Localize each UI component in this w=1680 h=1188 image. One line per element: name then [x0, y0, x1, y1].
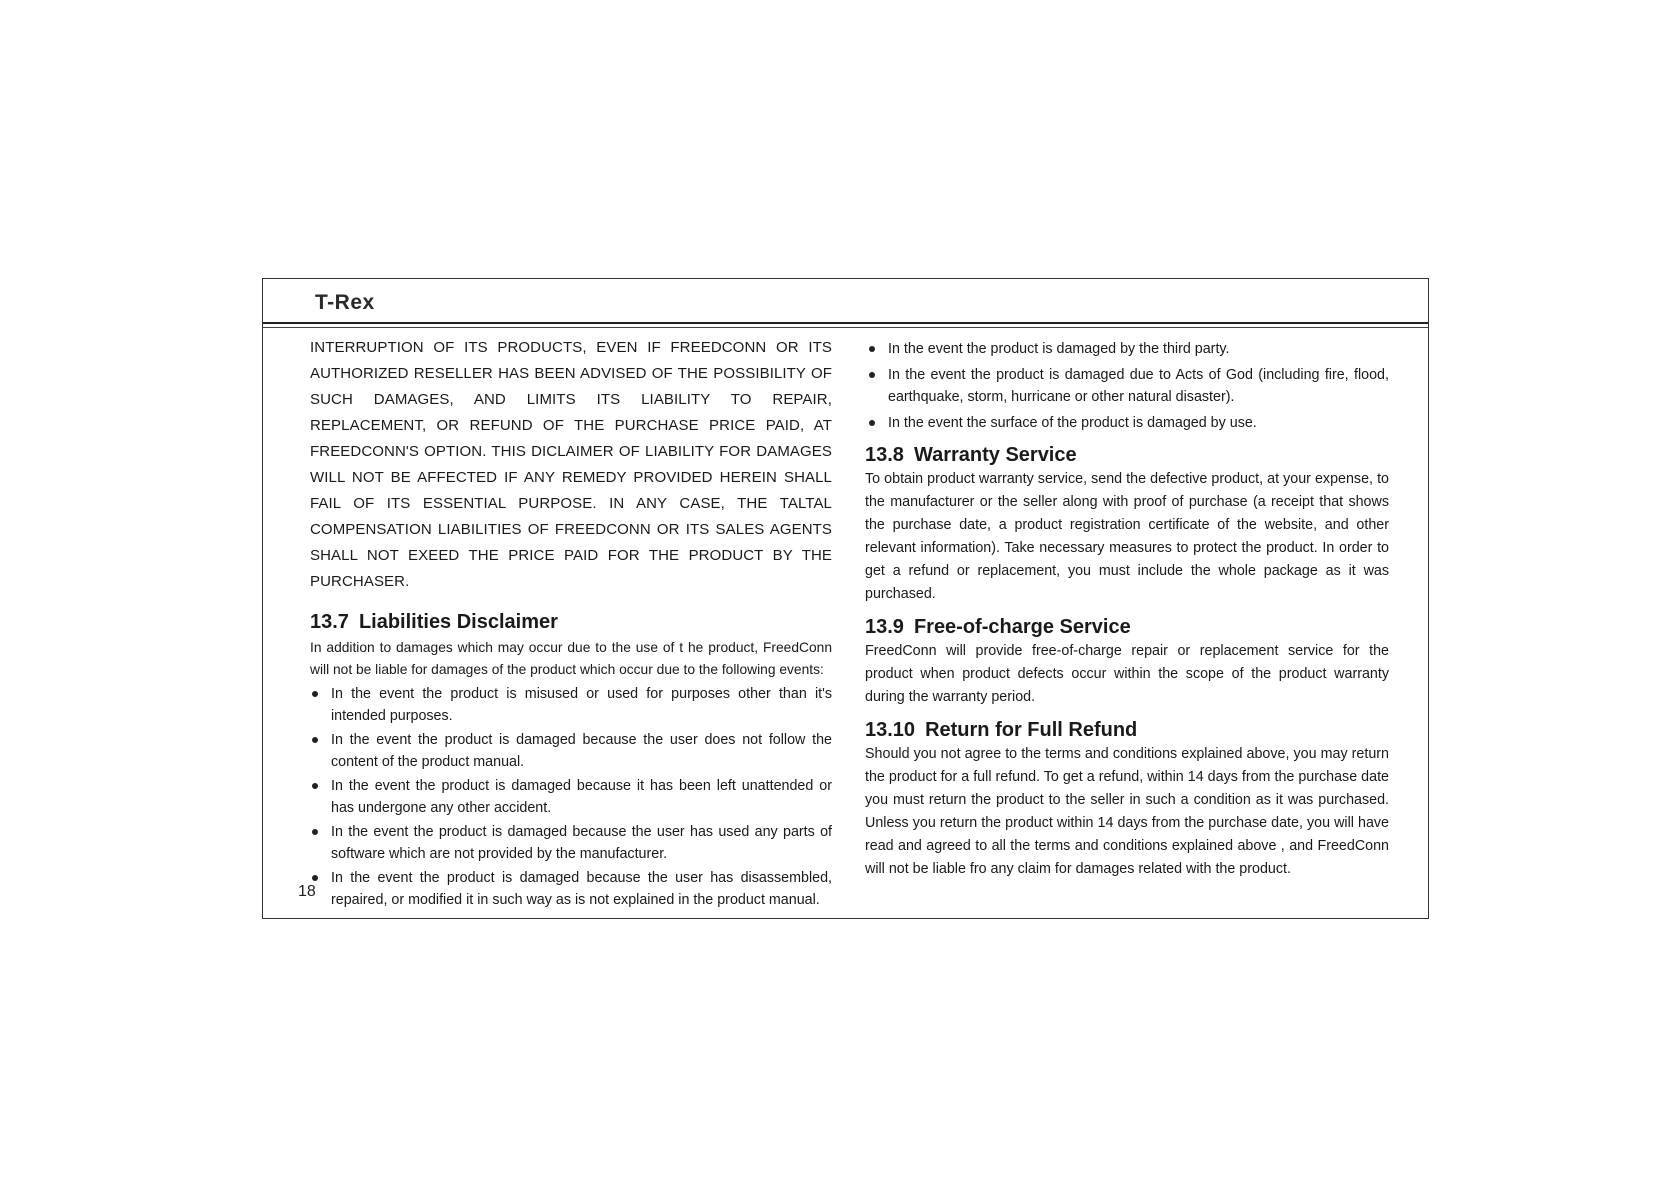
section-13-7-intro: In addition to damages which may occur due to the use of t he product, FreedConn will not be liable for damages of the product which occur due to the following events: [310, 640, 832, 677]
left-column [310, 335, 832, 913]
continued-bullet-list [865, 338, 1389, 434]
header-rule-thick [263, 322, 1428, 324]
page-number: 18 [298, 883, 316, 900]
section-13-10-heading [865, 717, 1389, 743]
section-13-10-body: Should you not agree to the terms and conditions explained above, you may return the product for a full refund. To get a refund, within 14 days from the purchase date you must return the product to the seller in such a condition as it was purchased. Unless you return the product within 14 days from the purchase date, you will have read and agreed to all the terms and conditions explained above , and FreedConn will not be liable fro any claim for damages related with the product. [865, 746, 1389, 877]
section-title: Warranty Service [913, 444, 1077, 466]
right-column [865, 338, 1389, 881]
section-13-9-heading [865, 614, 1389, 640]
list-item: In the event the product is damaged because the user has used any parts of software which are not provided by the manufacturer. [310, 821, 832, 865]
list-item: In the event the product is damaged because the user does not follow the content of the product manual. [310, 729, 832, 773]
brand-title: T-Rex [315, 291, 375, 314]
section-13-8-heading [865, 442, 1389, 468]
list-item: In the event the product is misused or used for purposes other than it's intended purposes. [310, 683, 832, 727]
section-number: 13.8 [865, 444, 904, 466]
list-item: In the event the product is damaged by the third party. [865, 338, 1389, 360]
section-number: 13.7 [310, 611, 349, 633]
section-title: Free-of-charge Service [913, 616, 1131, 638]
section-13-7-heading [310, 609, 832, 635]
list-item: In the event the product is damaged because it has been left unattended or has undergone any other accident. [310, 775, 832, 819]
header-rule-thin [263, 327, 1428, 328]
manual-page [262, 278, 1429, 919]
list-item: In the event the surface of the product is damaged by use. [865, 412, 1389, 434]
disclaimer-continued-paragraph: INTERRUPTION OF ITS PRODUCTS, EVEN IF FREEDCONN OR ITS AUTHORIZED RESELLER HAS BEEN ADVISED OF THE POSSIBILITY OF SUCH DAMAGES, AND LIMITS ITS LIABILITY TO REPAIR, REPLACEMENT, OR REFUND OF THE PURCHASE PRICE PAID, AT FREEDCONN'S OPTION. THIS DICLAIMER OF LIABILITY FOR DAMAGES WILL NOT BE AFFECTED IF ANY REMEDY PROVIDED HEREIN SHALL FAIL OF ITS ESSENTIAL PURPOSE. IN ANY CASE, THE TALTAL COMPENSATION LIABILITIES OF FREEDCONN OR ITS SALES AGENTS SHALL NOT EXEED THE PRICE PAID FOR THE PRODUCT BY THE PURCHASER. [310, 339, 832, 590]
section-number: 13.10 [865, 719, 916, 741]
section-title: Return for Full Refund [925, 719, 1138, 741]
section-title: Liabilities Disclaimer [358, 611, 558, 633]
section-13-9-body: FreedConn will provide free-of-charge repair or replacement service for the product when product defects occur within the scope of the product warranty during the warranty period. [865, 643, 1389, 705]
section-number: 13.9 [865, 616, 904, 638]
list-item: In the event the product is damaged due to Acts of God (including fire, flood, earthquake, storm, hurricane or other natural disaster). [865, 364, 1389, 408]
section-13-7-bullet-list [310, 683, 832, 911]
section-13-8-body: To obtain product warranty service, send the defective product, at your expense, to the manufacturer or the seller along with proof of purchase (a receipt that shows the purchase date, a product registration certificate of the website, and other relevant information). Take necessary measures to protect the product. In order to get a refund or replacement, you must include the whole package as it was purchased. [865, 471, 1389, 602]
list-item: In the event the product is damaged because the user has disassembled, repaired, or modified it in such way as is not explained in the product manual. [310, 867, 832, 911]
